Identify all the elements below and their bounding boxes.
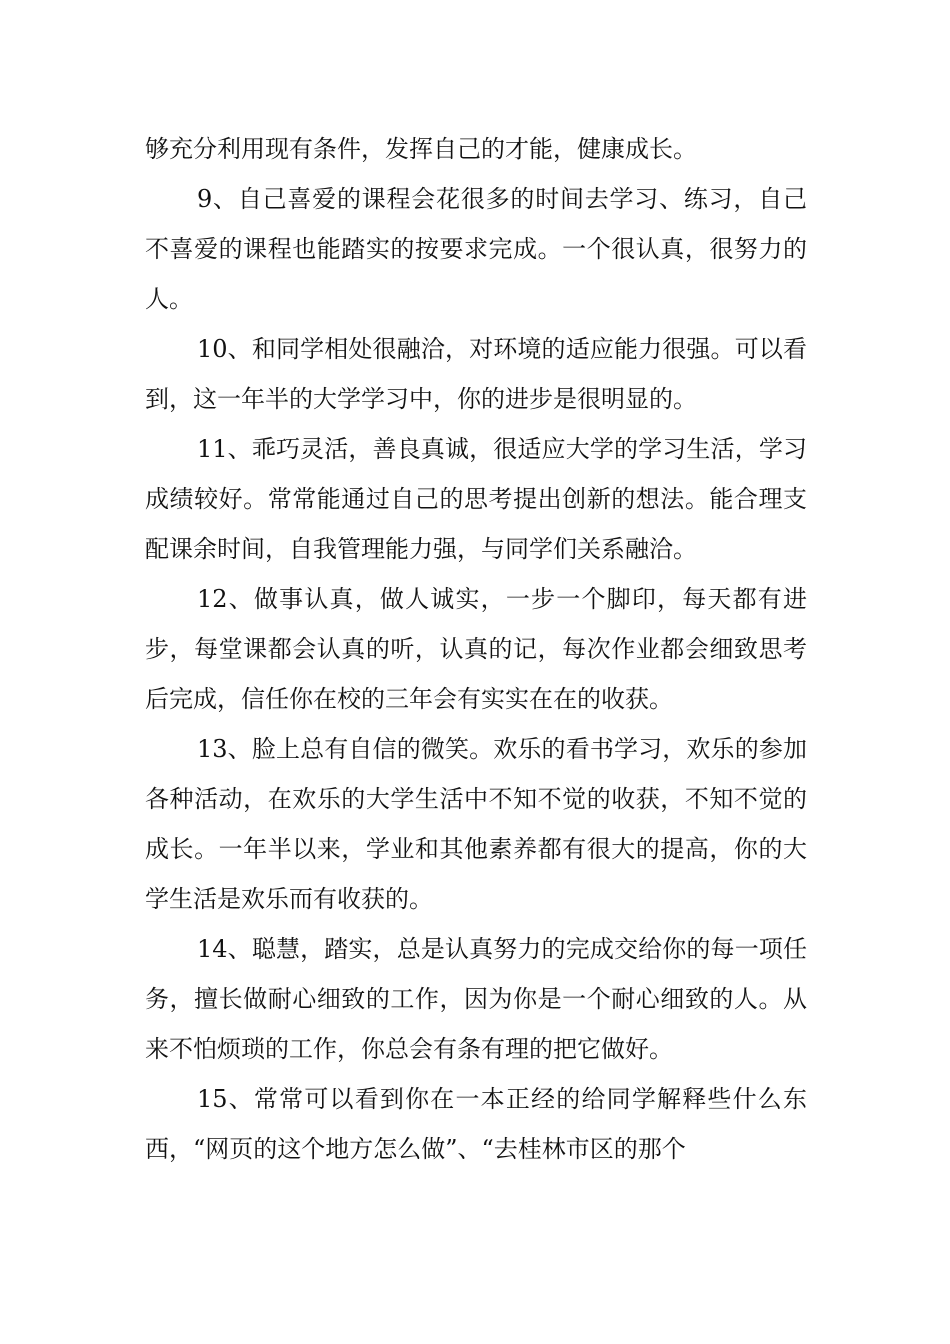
paragraph-continuation: 够充分利用现有条件，发挥自己的才能，健康成长。 [145,135,697,163]
paragraph-11: 11、乖巧灵活，善良真诚，很适应大学的学习生活，学习成绩较好。常常能通过自己的思考提出创新的想法。能合理支配课余时间，自我管理能力强，与同学们关系融洽。 [145,435,807,563]
paragraph-13: 13、脸上总有自信的微笑。欢乐的看书学习，欢乐的参加各种活动，在欢乐的大学生活中不知不觉的收获，不知不觉的成长。一年半以来，学业和其他素养都有很大的提高，你的大学生活是欢乐而有收获的。 [145,735,807,913]
paragraph-9: 9、自己喜爱的课程会花很多的时间去学习、练习，自己不喜爱的课程也能踏实的按要求完成。一个很认真，很努力的人。 [145,185,807,313]
paragraph-10: 10、和同学相处很融洽，对环境的适应能力很强。可以看到，这一年半的大学学习中，你的进步是很明显的。 [145,335,807,413]
paragraph-12: 12、做事认真，做人诚实，一步一个脚印，每天都有进步，每堂课都会认真的听，认真的记，每次作业都会细致思考后完成，信任你在校的三年会有实实在在的收获。 [145,585,807,713]
paragraph-14: 14、聪慧，踏实，总是认真努力的完成交给你的每一项任务，擅长做耐心细致的工作，因为你是一个耐心细致的人。从来不怕烦琐的工作，你总会有条有理的把它做好。 [145,935,807,1063]
paragraph-15: 15、常常可以看到你在一本正经的给同学解释些什么东西，“网页的这个地方怎么做”、“去桂林市区的那个 [145,1085,807,1163]
document-body [145,124,807,1174]
